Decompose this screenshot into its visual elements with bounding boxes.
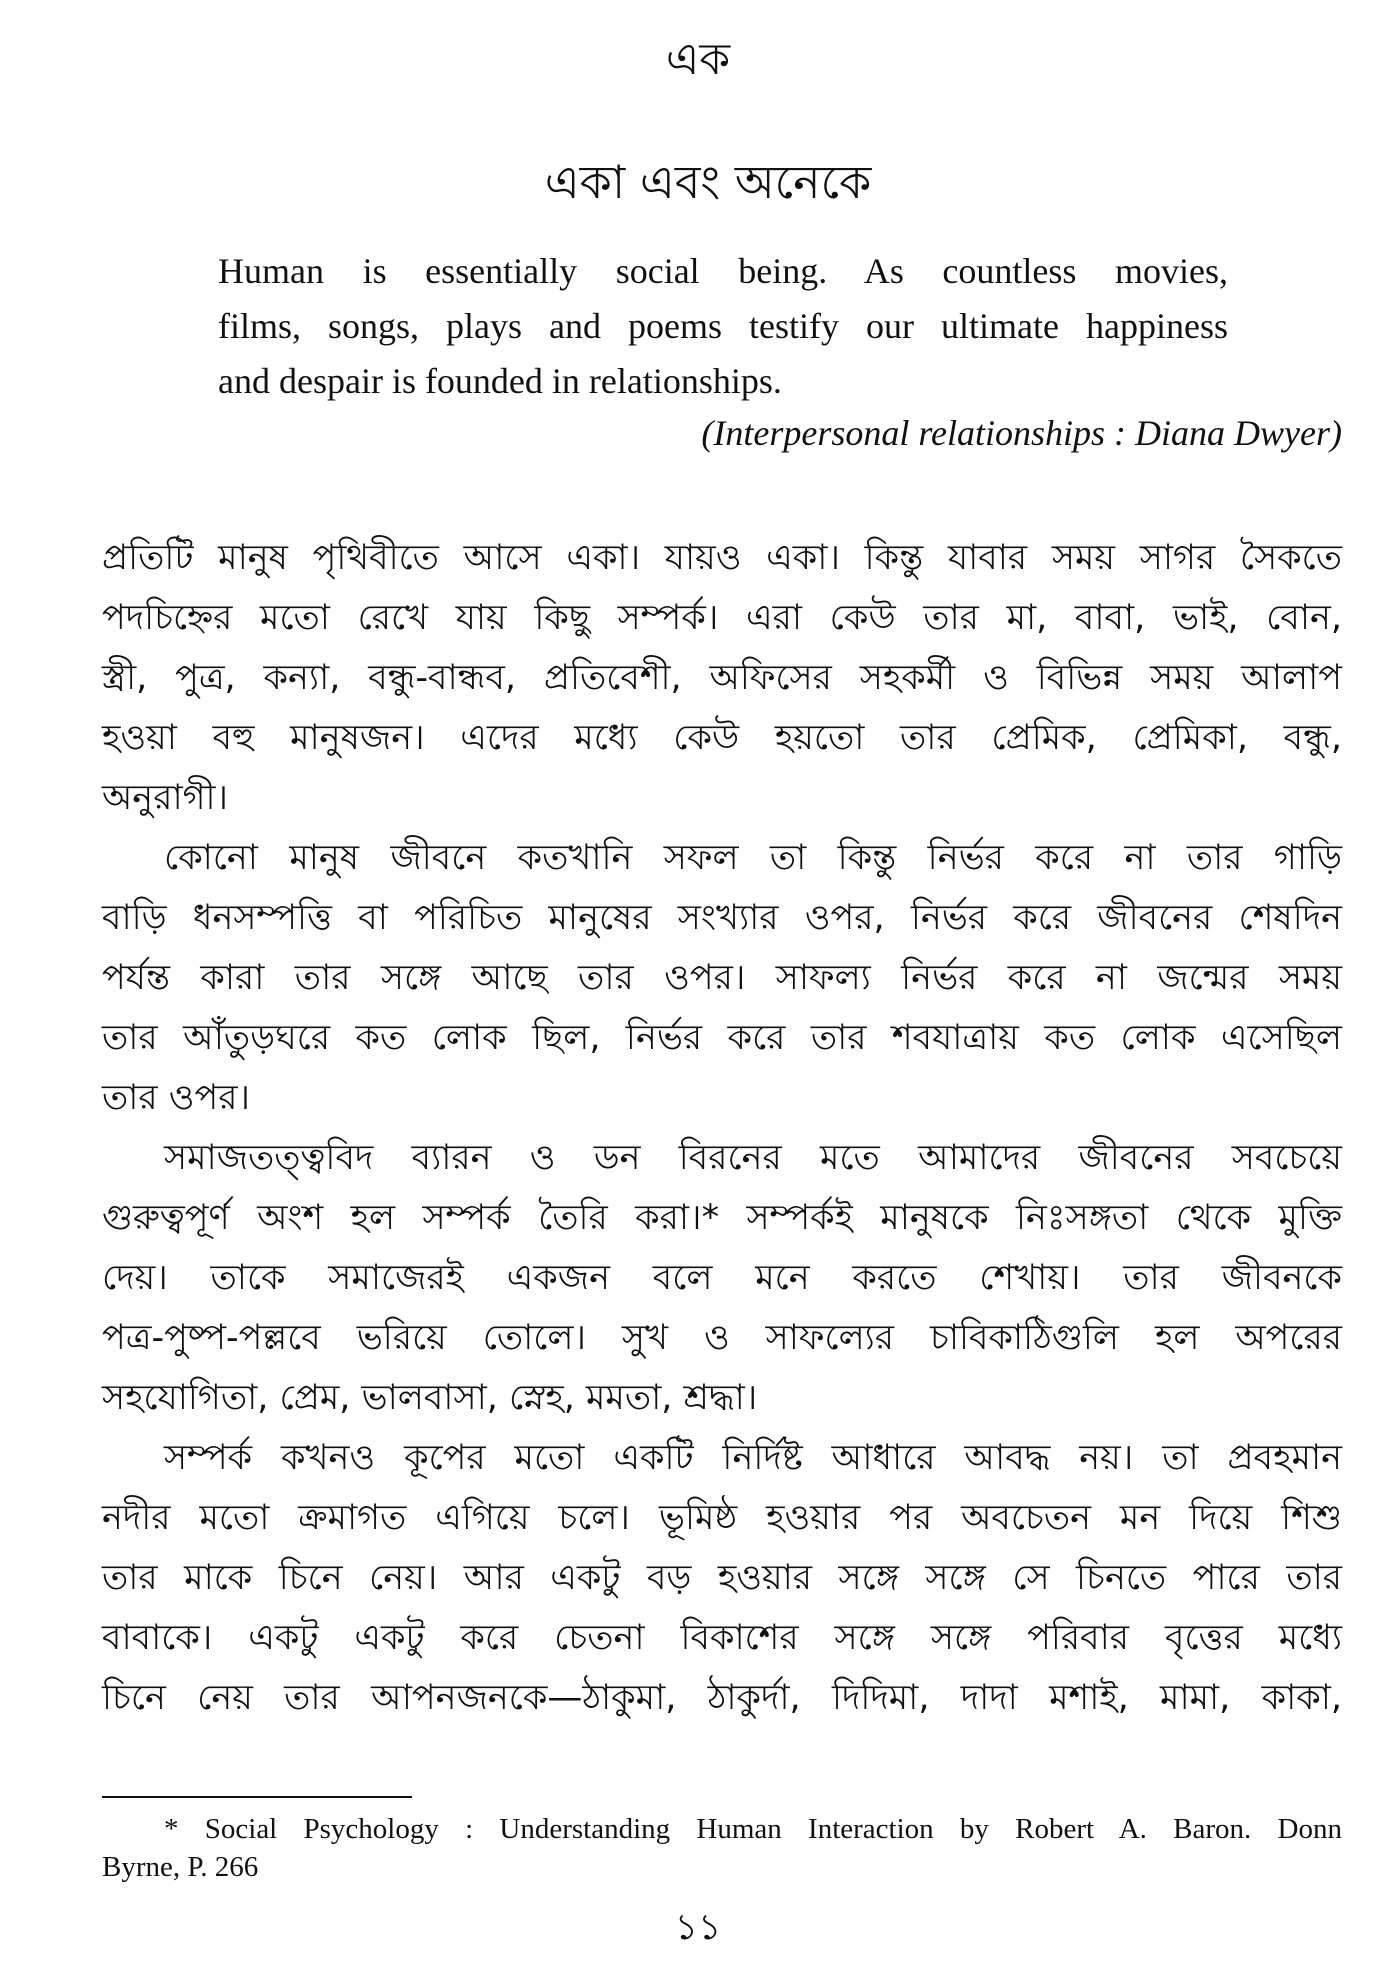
epigraph <box>218 244 1228 409</box>
body-line: অনুরাগী। <box>102 778 229 818</box>
body-line: তার মাকে চিনে নেয়। আর একটু বড় হওয়ার সঙ্গে সঙ্গে সে চিনতে পারে তার <box>102 1558 1342 1598</box>
body-line: সম্পর্ক কখনও কূপের মতো একটি নির্দিষ্ট আধারে আবদ্ধ নয়। তা প্রবহমান <box>164 1438 1342 1478</box>
epigraph-line: films, songs, plays and poems testify our ultimate happiness <box>218 306 1228 346</box>
epigraph-line: and despair is founded in relationships. <box>218 361 782 401</box>
footnote-divider <box>102 1796 412 1798</box>
footnote-line: * Social Psychology : Understanding Human Interaction by Robert A. Baron. Donn <box>164 1813 1342 1845</box>
body-line: বাড়ি ধনসম্পত্তি বা পরিচিত মানুষের সংখ্যার ওপর, নির্ভর করে জীবনের শেষদিন <box>102 898 1342 938</box>
body-line: হওয়া বহু মানুষজন। এদের মধ্যে কেউ হয়তো তার প্রেমিক, প্রেমিকা, বন্ধু, <box>102 718 1342 758</box>
body-line: সমাজতত্ত্ববিদ ব্যারন ও ডন বিরনের মতে আমাদের জীবনের সবচেয়ে <box>164 1138 1342 1178</box>
body-line: গুরুত্বপূর্ণ অংশ হল সম্পর্ক তৈরি করা।* সম্পর্কই মানুষকে নিঃসঙ্গতা থেকে মুক্তি <box>102 1198 1342 1238</box>
chapter-number: এক <box>665 34 731 85</box>
body-line: পত্র-পুষ্প-পল্লবে ভরিয়ে তোলে। সুখ ও সাফল্যের চাবিকাঠিগুলি হল অপরের <box>102 1318 1342 1358</box>
page-number: ১১ <box>674 1907 722 1948</box>
body-line: স্ত্রী, পুত্র, কন্যা, বন্ধু-বান্ধব, প্রতিবেশী, অফিসের সহকর্মী ও বিভিন্ন সময় আলাপ <box>102 658 1342 698</box>
body-line: নদীর মতো ক্রমাগত এগিয়ে চলে। ভূমিষ্ঠ হওয়ার পর অবচেতন মন দিয়ে শিশু <box>102 1498 1342 1538</box>
chapter-title: একা এবং অনেকে <box>544 155 872 209</box>
body-line: বাবাকে। একটু একটু করে চেতনা বিকাশের সঙ্গে সঙ্গে পরিবার বৃত্তের মধ্যে <box>102 1618 1342 1658</box>
epigraph-source: (Interpersonal relationships : Diana Dwyer) <box>701 413 1342 453</box>
body-line: দেয়। তাকে সমাজেরই একজন বলে মনে করতে শেখায়। তার জীবনকে <box>102 1258 1342 1298</box>
body-line: তার ওপর। <box>102 1078 251 1118</box>
footnote-line: Byrne, P. 266 <box>102 1851 259 1883</box>
body-line: তার আঁতুড়ঘরে কত লোক ছিল, নির্ভর করে তার শবযাত্রায় কত লোক এসেছিল <box>102 1018 1342 1058</box>
body-line: প্রতিটি মানুষ পৃথিবীতে আসে একা। যায়ও একা। কিন্তু যাবার সময় সাগর সৈকতে <box>102 538 1342 578</box>
epigraph-line: Human is essentially social being. As countless movies, <box>218 251 1228 291</box>
body-line: পর্যন্ত কারা তার সঙ্গে আছে তার ওপর। সাফল্য নির্ভর করে না জন্মের সময় <box>102 958 1342 998</box>
body-line: সহযোগিতা, প্রেম, ভালবাসা, স্নেহ, মমতা, শ্রদ্ধা। <box>102 1378 758 1418</box>
footnote <box>102 1810 1342 1886</box>
body-line: পদচিহ্নের মতো রেখে যায় কিছু সম্পর্ক। এরা কেউ তার মা, বাবা, ভাই, বোন, <box>102 598 1342 638</box>
body-line: চিনে নেয় তার আপনজনকে—ঠাকুমা, ঠাকুর্দা, দিদিমা, দাদা মশাই, মামা, কাকা, <box>102 1678 1342 1718</box>
body-line: কোনো মানুষ জীবনে কতখানি সফল তা কিন্তু নির্ভর করে না তার গাড়ি <box>164 838 1342 878</box>
body-text <box>102 528 1342 1728</box>
